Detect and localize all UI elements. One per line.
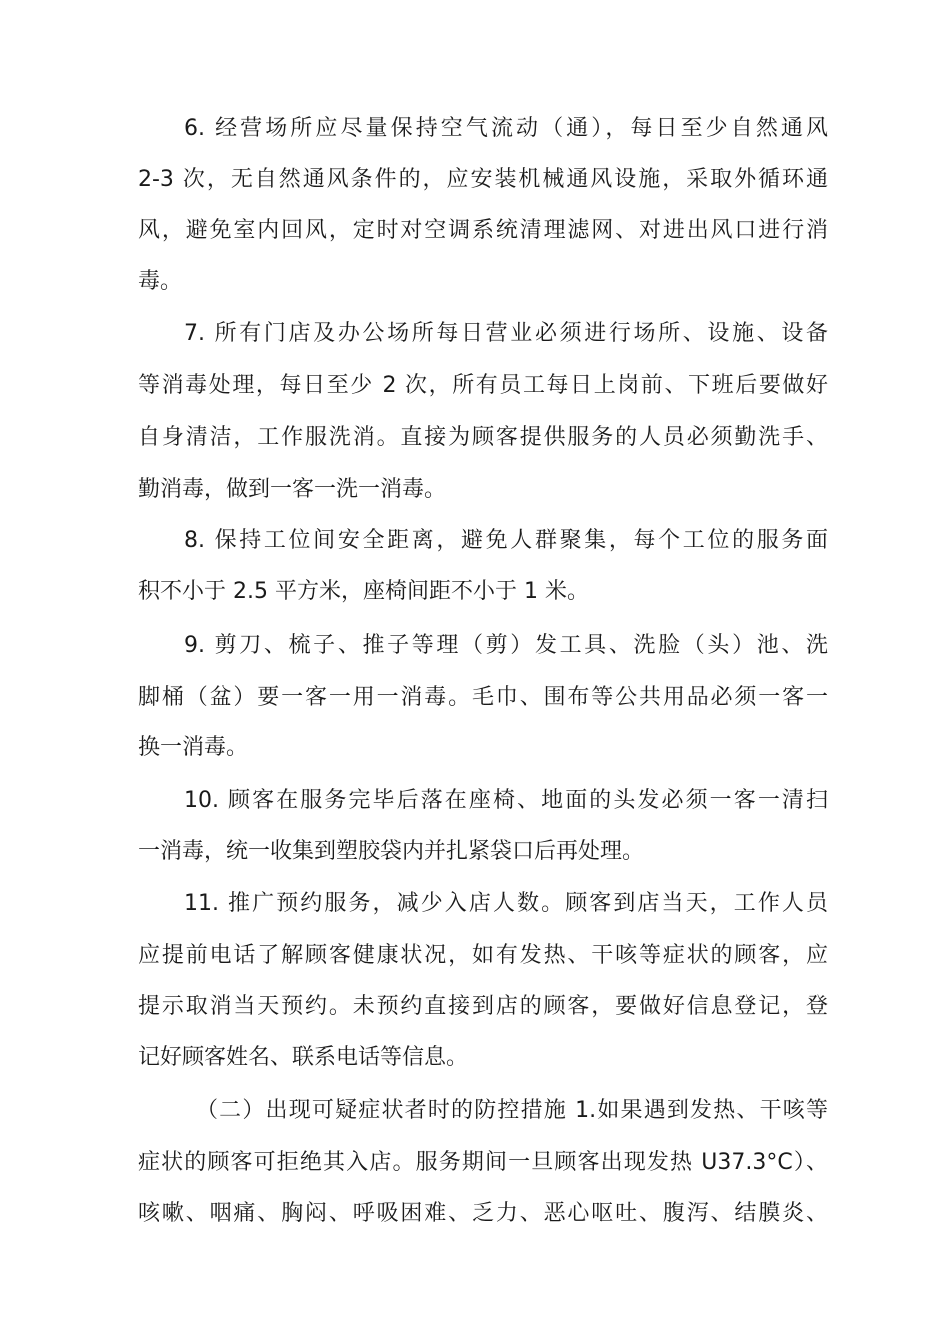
paragraph-8-line-2: 积不小于 2.5 平方米，座椅间距不小于 1 米。 (138, 579, 589, 604)
paragraph-8-line-1: 8. 保持工位间安全距离，避免人群聚集，每个工位的服务面 (184, 528, 828, 553)
paragraph-9-line-1: 9. 剪刀、梳子、推子等理（剪）发工具、洗脸（头）池、洗 (184, 633, 828, 658)
paragraph-7-line-3: 自身清洁，工作服洗消。直接为顾客提供服务的人员必须勤洗手、 (138, 425, 828, 450)
paragraph-11-line-2: 应提前电话了解顾客健康状况，如有发热、干咳等症状的顾客，应 (138, 943, 828, 968)
paragraph-7-line-2: 等消毒处理，每日至少 2 次，所有员工每日上岗前、下班后要做好 (138, 373, 828, 398)
paragraph-7-line-4: 勤消毒，做到一客一洗一消毒。 (138, 477, 447, 502)
paragraph-9-line-2: 脚桶（盆）要一客一用一消毒。毛巾、围布等公共用品必须一客一 (138, 685, 828, 710)
paragraph-10-line-2: 一消毒，统一收集到塑胶袋内并扎紧袋口后再处理。 (138, 839, 645, 864)
paragraph-11-line-1: 11. 推广预约服务，减少入店人数。顾客到店当天，工作人员 (184, 891, 828, 916)
paragraph-6-line-4: 毒。 (138, 269, 183, 294)
paragraph-7-line-1: 7. 所有门店及办公场所每日营业必须进行场所、设施、设备 (184, 321, 828, 346)
section-2-line-3: 咳嗽、咽痛、胸闷、呼吸困难、乏力、恶心呕吐、腹泻、结膜炎、 (138, 1201, 828, 1226)
paragraph-6-line-1: 6. 经营场所应尽量保持空气流动（通），每日至少自然通风 (184, 116, 828, 141)
section-2-line-1: （二）出现可疑症状者时的防控措施 1.如果遇到发热、干咳等 (196, 1098, 828, 1123)
paragraph-6-line-3: 风，避免室内回风，定时对空调系统清理滤网、对进出风口进行消 (138, 218, 828, 243)
paragraph-11-line-4: 记好顾客姓名、联系电话等信息。 (138, 1045, 469, 1070)
paragraph-11-line-3: 提示取消当天预约。未预约直接到店的顾客，要做好信息登记，登 (138, 994, 828, 1019)
paragraph-10-line-1: 10. 顾客在服务完毕后落在座椅、地面的头发必须一客一清扫 (184, 788, 828, 813)
paragraph-9-line-3: 换一消毒。 (138, 735, 249, 760)
paragraph-6-line-2: 2-3 次，无自然通风条件的，应安装机械通风设施，采取外循环通 (138, 167, 828, 192)
section-2-line-2: 症状的顾客可拒绝其入店。服务期间一旦顾客出现发热 U37.3°C）、 (138, 1150, 828, 1175)
